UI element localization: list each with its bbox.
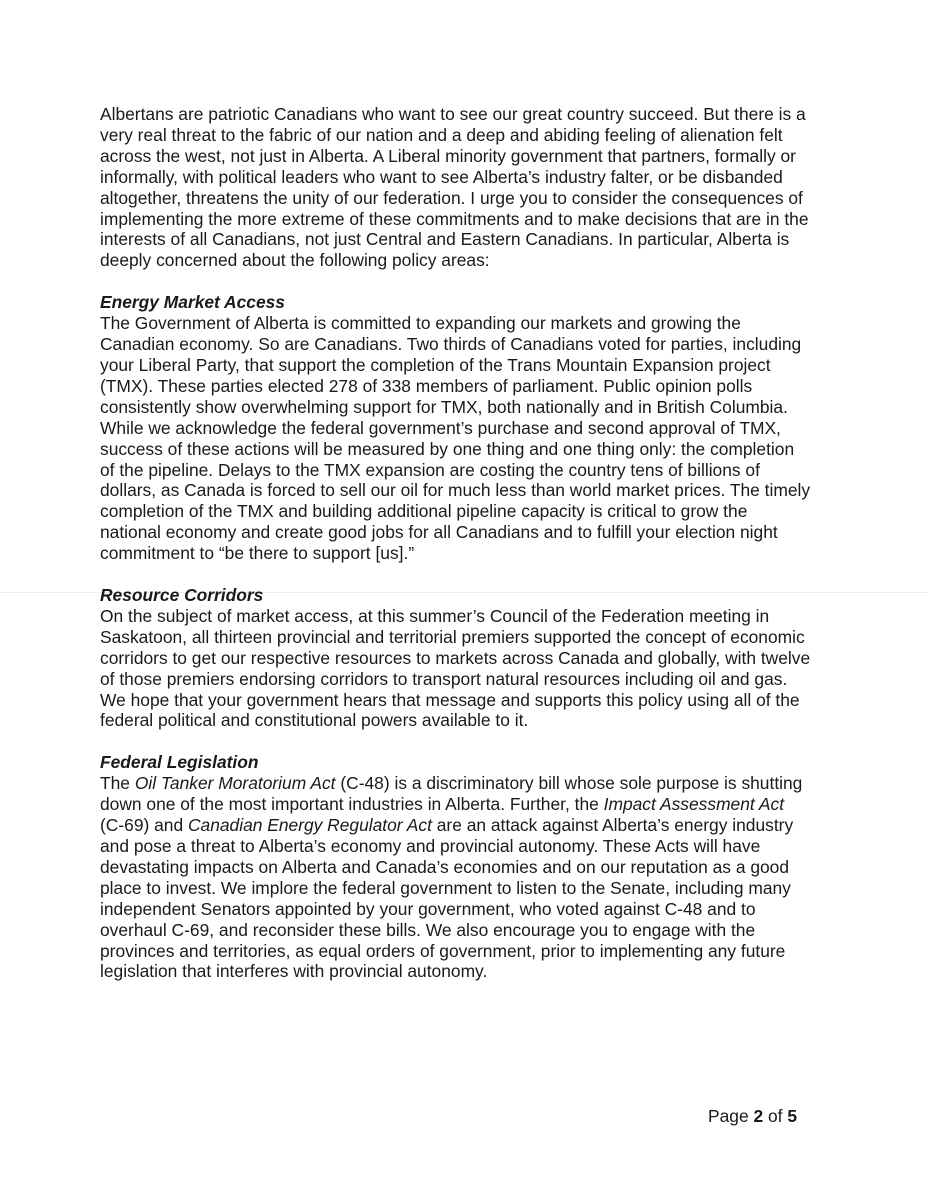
letter-body <box>100 104 812 982</box>
section-body-corridors: On the subject of market access, at this summer’s Council of the Federation meeting in Saskatoon, all thirteen provincial and territorial premiers supported the concept of economic corridors to get our respective resources to markets across Canada and globally, with twelve of those premiers endorsing corridors to transport natural resources including oil and gas. We hope that your government hears that message and supports this policy using all of the federal political and constitutional powers available to it. <box>100 605 811 731</box>
legislation-text-4: are an attack against Alberta’s energy industry and pose a threat to Alberta’s economy and provincial autonomy. These Acts will have devastating impacts on Alberta and Canada’s economies and on our reputation as a good place to invest. We implore the federal government to listen to the Senate, including many independent Senators appointed by your government, who voted against C-48 and to overhaul C-69, and reconsider these bills. We also encourage you to engage with the provinces and territories, as equal orders of government, prior to implementing any future legislation that interferes with provincial autonomy. <box>100 815 794 982</box>
section-heading-legislation: Federal Legislation <box>100 752 259 773</box>
section-body-legislation <box>100 773 812 982</box>
legislation-text-1: The <box>100 773 135 794</box>
section-heading-corridors: Resource Corridors <box>100 585 264 606</box>
act-title-oil-tanker: Oil Tanker Moratorium Act <box>134 773 336 794</box>
page-number: 2 <box>753 1106 764 1126</box>
section-body-energy: The Government of Alberta is committed to expanding our markets and growing the Canadian economy. So are Canadians. Two thirds of Canadians voted for parties, including your Liberal Party, that support the completion of the Trans Mountain Expansion project (TMX). These parties elected 278 of 338 members of parliament. Public opinion polls consistently show overwhelming support for TMX, both nationally and in British Columbia. While we acknowledge the federal government’s purchase and second approval of TMX, success of these actions will be measured by one thing and one thing only: the completion of the pipeline. Delays to the TMX expansion are costing the country tens of billions of dollars, as Canada is forced to sell our oil for much less than world market prices. The timely completion of the TMX and building additional pipeline capacity is critical to grow the national economy and create good jobs for all Canadians and to fulfill your election night commitment to “be there to support [us].” <box>100 313 811 564</box>
page-number-footer <box>708 1106 797 1127</box>
act-title-energy-regulator: Canadian Energy Regulator Act <box>187 815 432 836</box>
legislation-text-2: (C-48) is a discriminatory bill whose sole purpose is shutting down one of the most important industries in Alberta. Further, the <box>100 773 803 815</box>
act-title-impact-assessment: Impact Assessment Act <box>603 794 785 815</box>
section-heading-energy: Energy Market Access <box>100 292 285 313</box>
page-word: Page <box>708 1106 749 1126</box>
total-pages: 5 <box>787 1106 798 1126</box>
intro-paragraph: Albertans are patriotic Canadians who want to see our great country succeed. But there is a very real threat to the fabric of our nation and a deep and abiding feeling of alienation felt across the west, not just in Alberta. A Liberal minority government that partners, formally or informally, with political leaders who want to see Alberta’s industry falter, or be disbanded altogether, threatens the unity of our federation. I urge you to consider the consequences of implementing the more extreme of these commitments and to make decisions that are in the interests of all Canadians, not just Central and Eastern Canadians. In particular, Alberta is deeply concerned about the following policy areas: <box>100 104 809 271</box>
legislation-text-3: (C-69) and <box>100 815 188 836</box>
of-word: of <box>767 1106 783 1126</box>
